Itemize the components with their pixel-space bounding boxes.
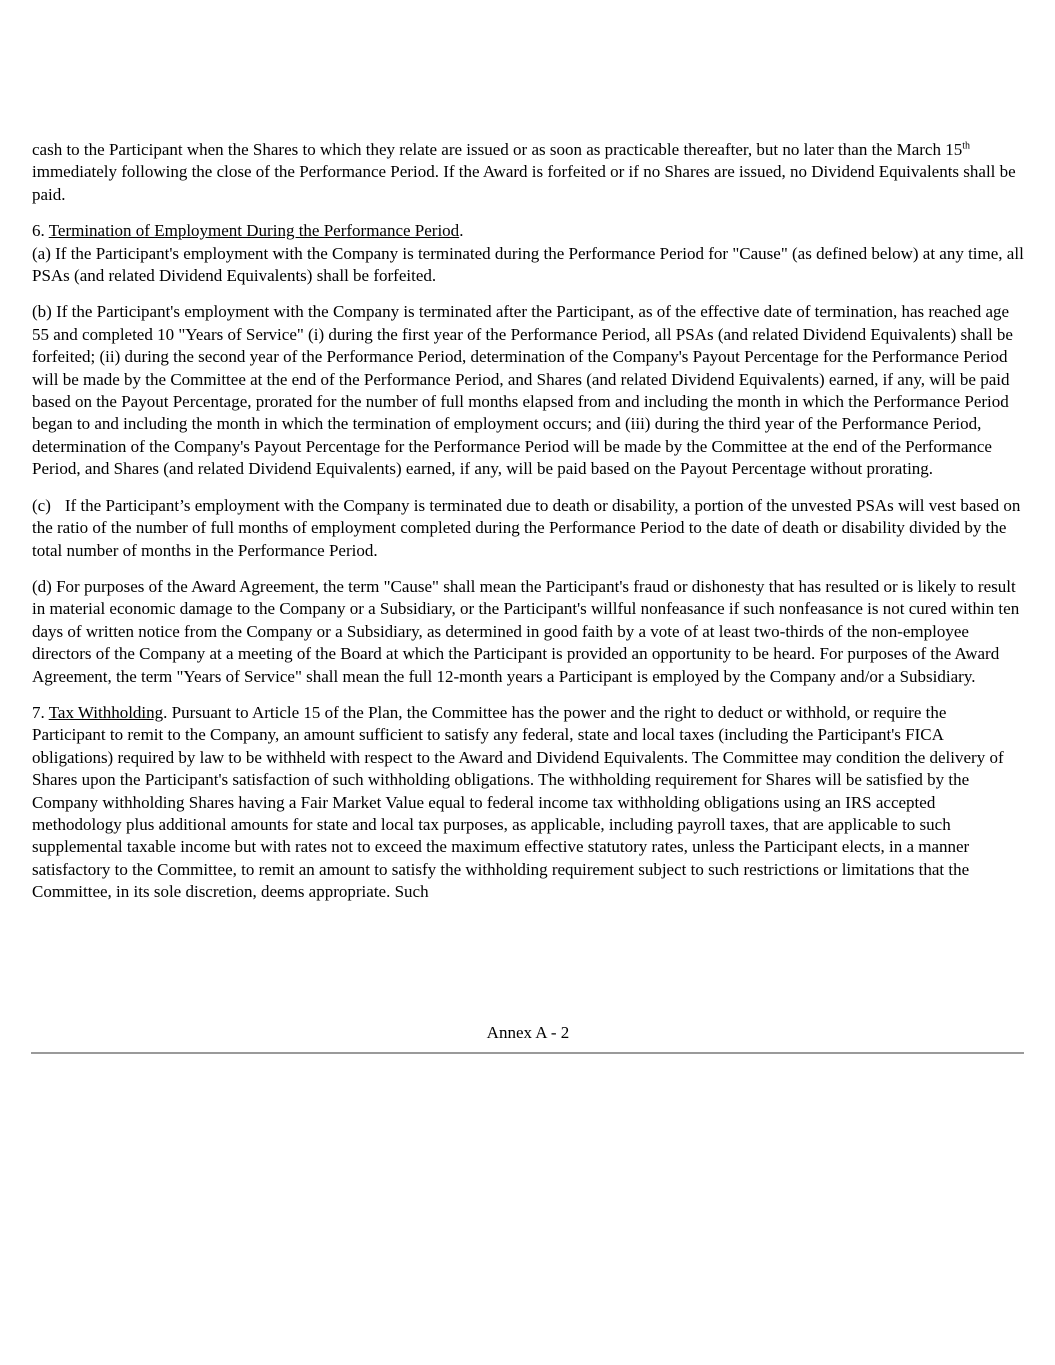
section-6-b: (b) If the Participant's employment with the Company is terminated after the Participant, as of the effective date of termination, has reached age 55 and completed 10 "Years of Service" (i) during the first year of the Performance Period, all PSAs (and related Dividend Equivalents) shall be forfeited; (ii) during the second year of the Performance Period, determination of the Company's Payout Percentage for the Performance Period will be made by the Committee at the end of the Performance Period, and Shares (and related Dividend Equivalents) earned, if any, will be paid based on the Payout Percentage, prorated for the number of full months elapsed from and including the month in which the Performance Period began to and including the month in which the termination of employment occurs; and (iii) during the third year of the Performance Period, determination of the Company's Payout Percentage for the Performance Period will be made by the Committee at the end of the Performance Period, and Shares (and related Dividend Equivalents) earned, if any, will be paid based on the Payout Percentage without prorating. <box>32 302 1013 479</box>
footer-divider <box>31 1052 1024 1054</box>
document-body <box>32 139 1024 918</box>
page-footer-label: Annex A - 2 <box>486 1023 570 1042</box>
superscript-th: th <box>962 140 970 152</box>
section-6-d: (d) For purposes of the Award Agreement, the term "Cause" shall mean the Participant's fraud or dishonesty that has resulted or is likely to result in material economic damage to the Company or a Subsidiary, or the Participant's willful nonfeasance if such nonfeasance is not cured within ten days of written notice from the Company or a Subsidiary, as determined in good faith by a vote of at least two-thirds of the non-employee directors of the Company at a meeting of the Board at which the Participant is provided an opportunity to be heard. For purposes of the Award Agreement, the term "Years of Service" shall mean the full 12-month years a Participant is employed by the Company and/or a Subsidiary. <box>32 576 1020 686</box>
section-6-title: Termination of Employment During the Performance Period <box>48 221 460 241</box>
section-7-paragraph: 7. Tax Withholding. Pursuant to Article 15 of the Plan, the Committee has the power and the right to deduct or withhold, or require the Participant to remit to the Company, an amount sufficient to satisfy any federal, state and local taxes (including the Participant's FICA obligations) required by law to be withheld with respect to the Award and Dividend Equivalents. The Committee may condition the delivery of Shares upon the Participant's satisfaction of such withholding obligations. The withholding requirement for Shares will be satisfied by the Company withholding Shares having a Fair Market Value equal to federal income tax withholding obligations using an IRS accepted methodology plus additional amounts for state and local tax purposes, as applicable, including payroll taxes, that are applicable to such supplemental taxable income but with rates not to exceed the maximum effective statutory rates, unless the Participant elects, in a manner satisfactory to the Committee, to remit an amount to satisfy the withholding requirement subject to such restrictions or limitations that the Committee, in its sole discretion, deems appropriate. Such <box>32 702 1004 902</box>
section-6-heading: 6. Termination of Employment During the Performance Period. <box>32 221 464 241</box>
section-6-a: (a) If the Participant's employment with the Company is terminated during the Performance Period for "Cause" (as defined below) at any time, all PSAs (and related Dividend Equivalents) shall be forfeited. <box>32 243 1024 286</box>
continuation-paragraph: cash to the Participant when the Shares to which they relate are issued or as soon as practicable thereafter, but no later than the March 15th immediately following the close of the Performance Period. If the Award is forfeited or if no Shares are issued, no Dividend Equivalents shall be paid. <box>32 140 1016 204</box>
section-6-c: (c) If the Participant’s employment with the Company is terminated due to death or disability, a portion of the unvested PSAs will vest based on the ratio of the number of full months of employment completed during the Performance Period to the date of death or disability divided by the total number of months in the Performance Period. <box>32 495 1021 560</box>
section-7-title: Tax Withholding <box>48 702 164 722</box>
